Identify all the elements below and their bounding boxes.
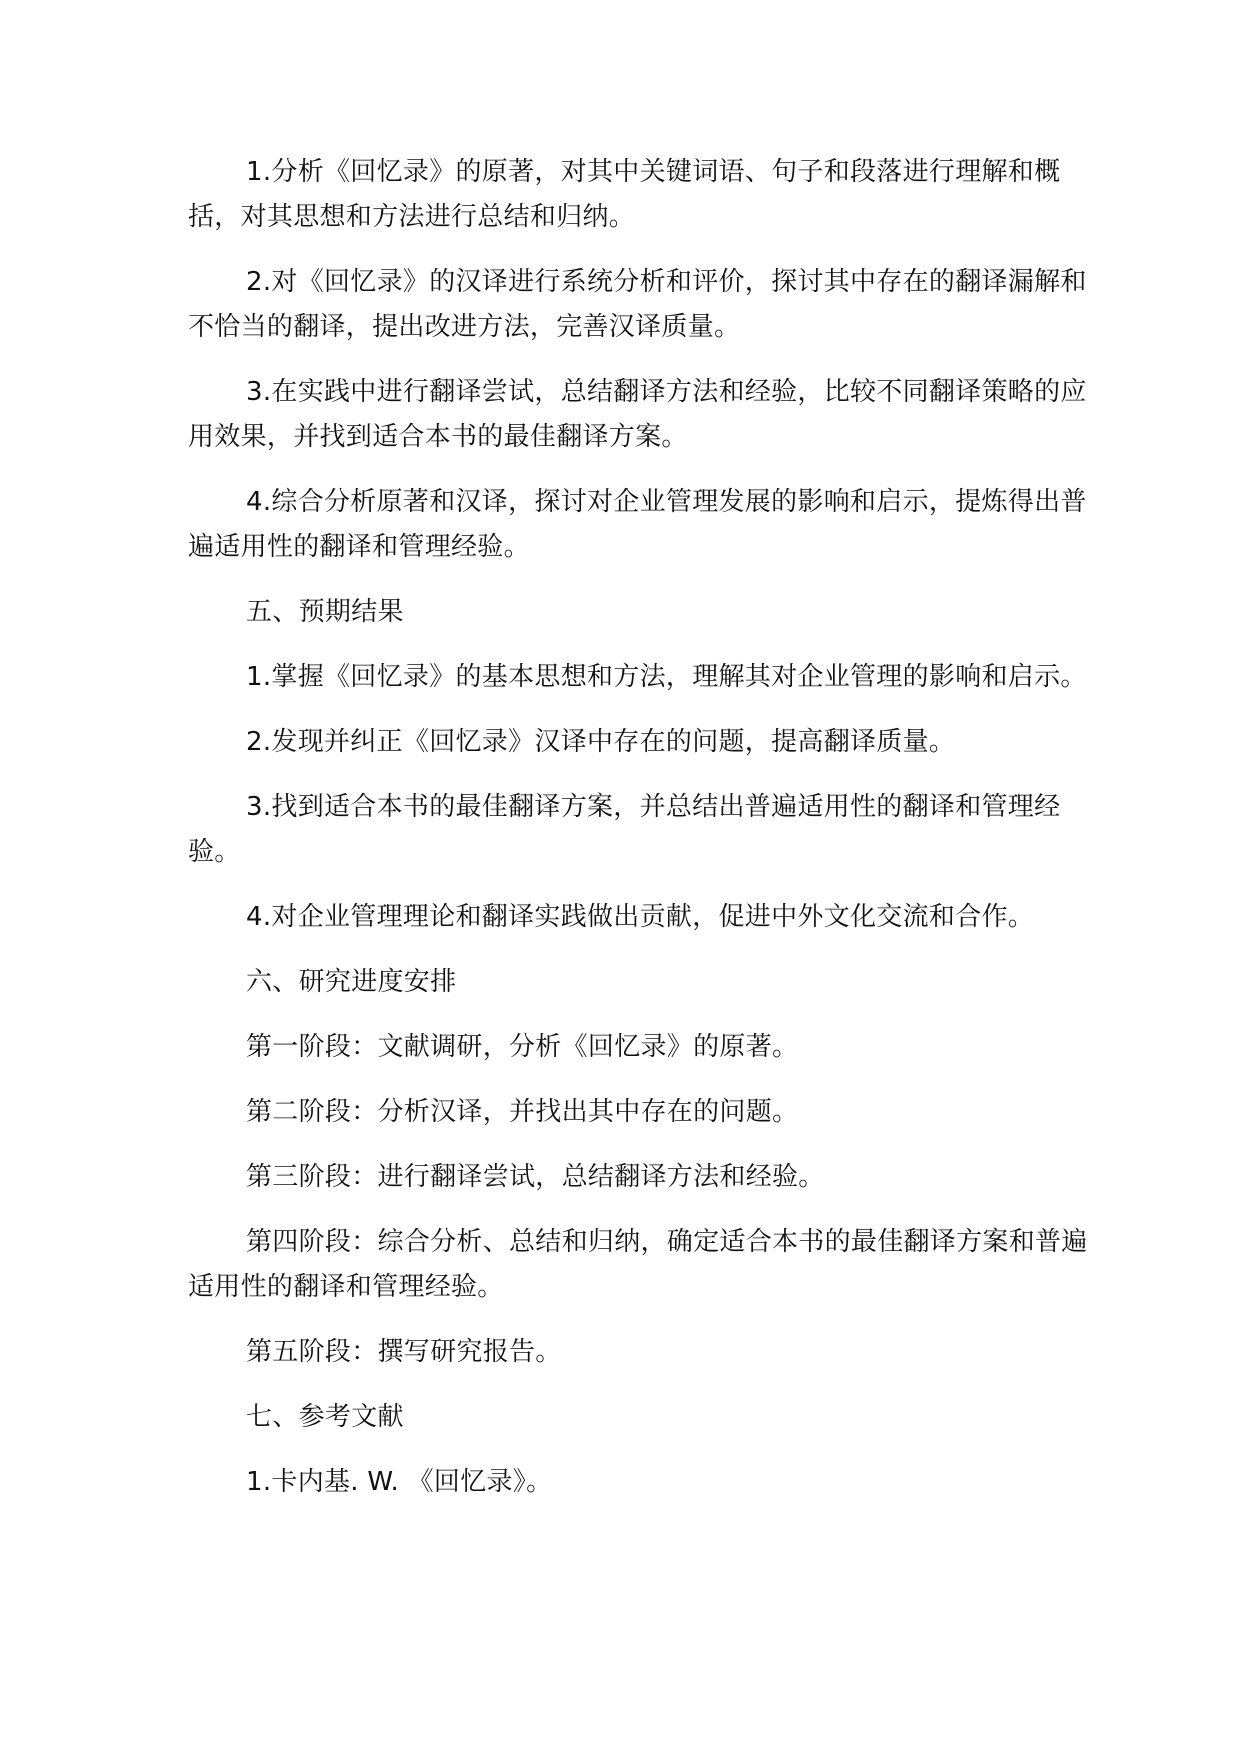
paragraph-result-3: 3.找到适合本书的最佳翻译方案，并总结出普遍适用性的翻译和管理经验。 [188, 792, 1061, 867]
paragraph-stage-4: 第四阶段：综合分析、总结和归纳，确定适合本书的最佳翻译方案和普遍适用性的翻译和管理经验。 [188, 1227, 1088, 1302]
paragraph-method-4: 4.综合分析原著和汉译，探讨对企业管理发展的影响和启示，提炼得出普遍适用性的翻译和管理经验。 [188, 487, 1087, 562]
paragraph-result-2: 2.发现并纠正《回忆录》汉译中存在的问题，提高翻译质量。 [246, 727, 956, 757]
reference-item-1: 1.卡内基. W. 《回忆录》。 [246, 1467, 553, 1497]
paragraph-stage-3: 第三阶段：进行翻译尝试，总结翻译方法和经验。 [246, 1162, 825, 1192]
section-heading-expected-results: 五、预期结果 [246, 597, 404, 627]
paragraph-result-1: 1.掌握《回忆录》的基本思想和方法，理解其对企业管理的影响和启示。 [246, 662, 1087, 692]
paragraph-method-2: 2.对《回忆录》的汉译进行系统分析和评价，探讨其中存在的翻译漏解和不恰当的翻译，提出改进方法，完善汉译质量。 [188, 267, 1087, 342]
section-heading-references: 七、参考文献 [246, 1402, 404, 1432]
paragraph-method-1: 1.分析《回忆录》的原著，对其中关键词语、句子和段落进行理解和概括，对其思想和方法进行总结和归纳。 [188, 157, 1061, 232]
paragraph-stage-5: 第五阶段：撰写研究报告。 [246, 1337, 562, 1367]
section-heading-schedule: 六、研究进度安排 [246, 967, 457, 997]
paragraph-result-4: 4.对企业管理理论和翻译实践做出贡献，促进中外文化交流和合作。 [246, 902, 1035, 932]
paragraph-stage-2: 第二阶段：分析汉译，并找出其中存在的问题。 [246, 1097, 799, 1127]
paragraph-method-3: 3.在实践中进行翻译尝试，总结翻译方法和经验，比较不同翻译策略的应用效果，并找到适合本书的最佳翻译方案。 [188, 377, 1087, 452]
paragraph-stage-1: 第一阶段：文献调研，分析《回忆录》的原著。 [246, 1032, 799, 1062]
document-body [188, 150, 1088, 1505]
